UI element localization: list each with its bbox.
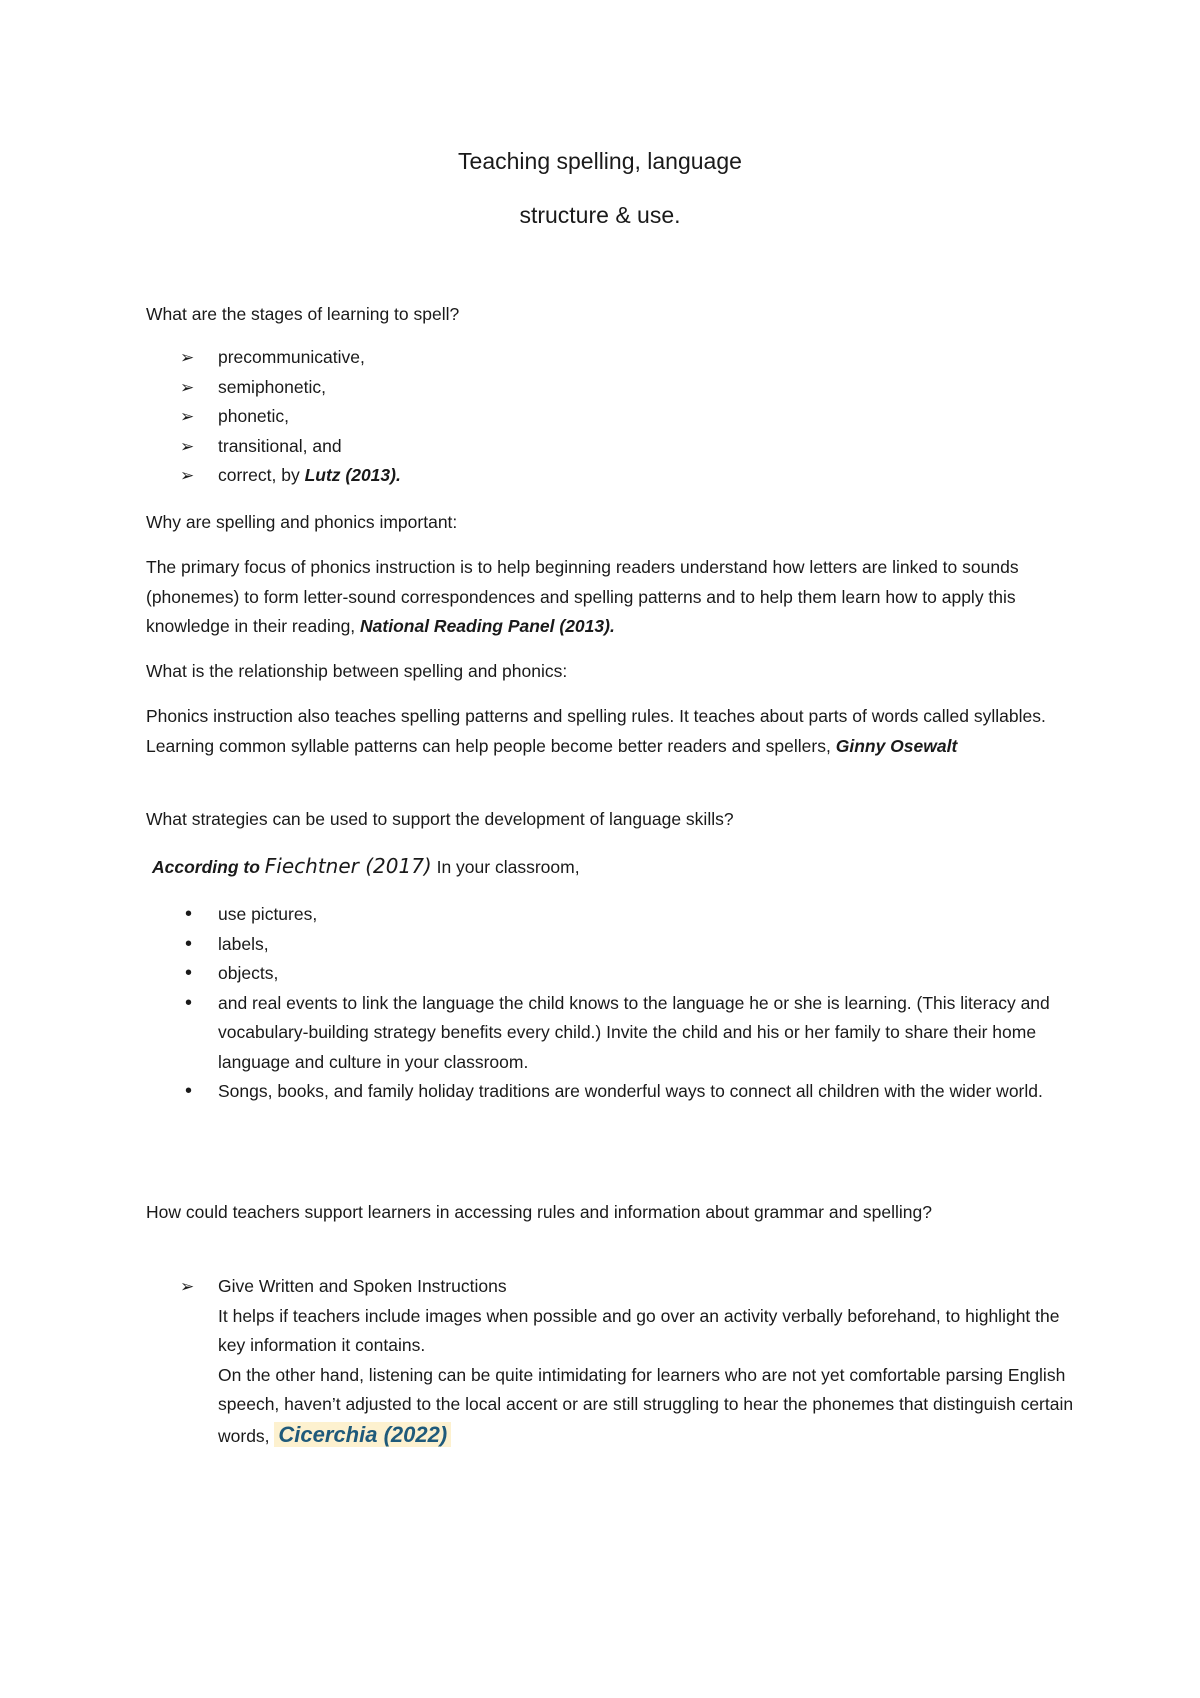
strategies-list — [180, 900, 1075, 1107]
list-item: • Songs, books, and family holiday traditions are wonderful ways to connect all children with the wider world. — [180, 1077, 1075, 1107]
citation-cicerchia: Cicerchia (2022) — [274, 1422, 451, 1447]
dot-bullet-icon: • — [185, 932, 193, 955]
list-item: • labels, — [180, 930, 1075, 960]
arrow-bullet-icon: ➢ — [180, 466, 195, 485]
question-stages: What are the stages of learning to spell? — [146, 304, 460, 324]
dot-bullet-icon: • — [185, 1080, 193, 1102]
list-item: ➢ correct, by Lutz (2013). — [180, 461, 401, 491]
dot-bullet-icon: • — [185, 962, 193, 984]
list-item: ➢ transitional, and — [180, 432, 401, 462]
support-list — [180, 1272, 1075, 1451]
question-support: How could teachers support learners in accessing rules and information about grammar and spelling? — [146, 1202, 932, 1222]
question-strategies: What strategies can be used to support the development of language skills? — [146, 809, 734, 829]
list-item: ➢ semiphonetic, — [180, 373, 401, 403]
list-item: ➢ phonetic, — [180, 402, 401, 432]
stages-list — [180, 343, 401, 491]
arrow-bullet-icon: ➢ — [180, 348, 195, 367]
document-title-line-1: Teaching spelling, language — [458, 148, 742, 174]
arrow-bullet-icon: ➢ — [180, 436, 195, 456]
dot-bullet-icon: • — [185, 991, 193, 1014]
instructions-line-2: On the other hand, listening can be quite intimidating for learners who are not yet comfortable parsing English speech, haven’t adjusted to the local accent or are still struggling to hear the phonemes that distinguish certain words, Cicerchia (2022) — [218, 1364, 1074, 1447]
dot-bullet-icon: • — [185, 903, 193, 925]
list-item — [180, 1272, 1075, 1451]
citation-lutz: Lutz (2013). — [304, 465, 401, 485]
list-item: • use pictures, — [180, 900, 1075, 930]
citation-osewalt: Ginny Osewalt — [835, 735, 958, 756]
paragraph-phonics-focus: The primary focus of phonics instruction is to help beginning readers understand how letters are linked to sounds (phonemes) to form letter-sound correspondences and spelling patterns and to help them learn how to apply this knowledge in their reading, National Reading Panel (2013). — [146, 557, 1019, 636]
citation-fiechtner: Fiechtner (2017) — [264, 854, 432, 878]
list-item: • and real events to link the language the child knows to the language he or she is learning. (This literacy and vocabulary-building strategy benefits every child.) Invite the child and his or her family to share their home language and culture in your classroom. — [180, 989, 1075, 1078]
instructions-line-1: It helps if teachers include images when possible and go over an activity verbally beforehand, to highlight the key information it contains. — [218, 1305, 1060, 1355]
question-relationship: What is the relationship between spelling and phonics: — [146, 661, 568, 681]
list-item: • objects, — [180, 959, 1075, 989]
arrow-bullet-icon: ➢ — [180, 407, 195, 426]
list-item: ➢ precommunicative, — [180, 343, 401, 373]
according-line: According to Fiechtner (2017) In your classroom, — [152, 854, 580, 878]
question-importance: Why are spelling and phonics important: — [146, 512, 458, 532]
arrow-bullet-icon: ➢ — [180, 1277, 195, 1296]
paragraph-phonics-instruction: Phonics instruction also teaches spelling patterns and spelling rules. It teaches about parts of words called syllables. Learning common syllable patterns can help people become better readers and spellers, Ginny Osewalt — [146, 706, 1046, 756]
document-title-line-2: structure & use. — [519, 202, 681, 228]
arrow-bullet-icon: ➢ — [180, 377, 195, 397]
instructions-heading: Give Written and Spoken Instructions — [218, 1276, 507, 1296]
citation-national-reading-panel: National Reading Panel (2013). — [360, 616, 615, 636]
